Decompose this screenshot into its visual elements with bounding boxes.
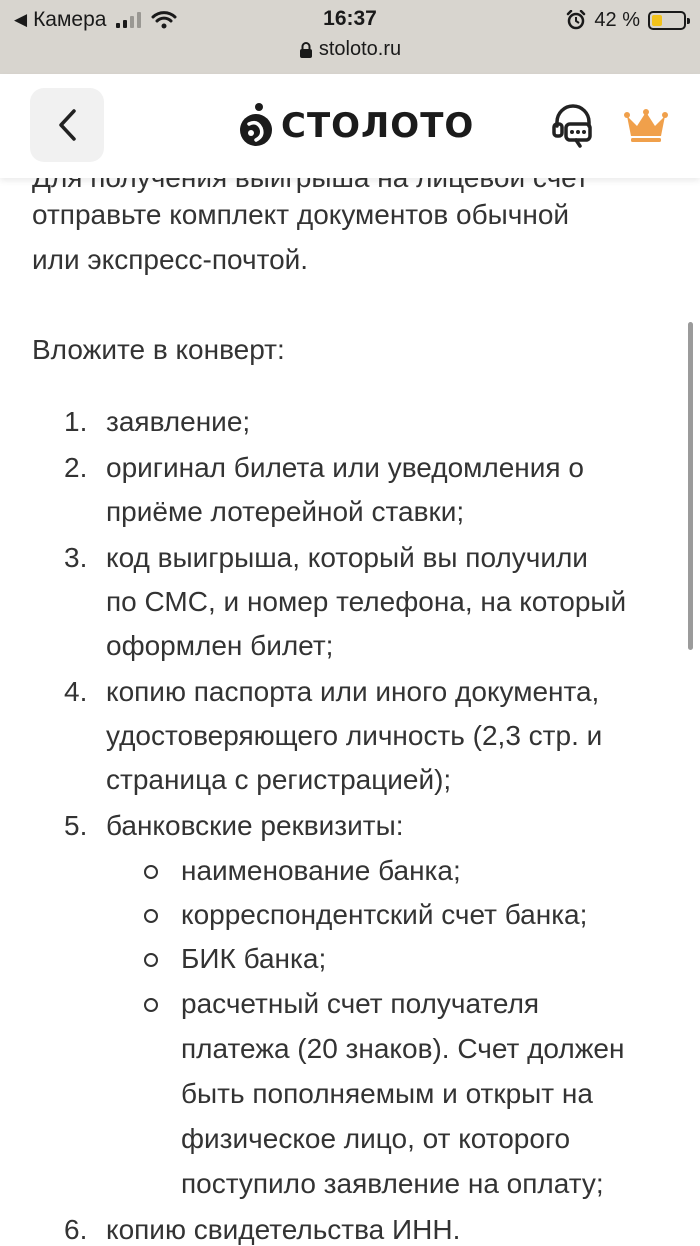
- sub-list-item-text: БИК банка;: [181, 943, 327, 974]
- stoloto-logo[interactable]: [237, 98, 474, 154]
- chevron-left-icon: [56, 108, 78, 142]
- sub-list-item-text: платежа (20 знаков). Счет должен: [181, 1033, 625, 1064]
- list-item-number: 5.: [64, 810, 88, 841]
- list-item-text: оригинал билета или уведомления о: [106, 452, 584, 483]
- battery-icon: [648, 11, 686, 30]
- lock-icon: [299, 41, 313, 59]
- sub-list-item-text: расчетный счет получателя: [181, 988, 540, 1019]
- support-headset-icon[interactable]: [550, 102, 596, 148]
- battery-percent: 42 %: [594, 8, 640, 31]
- envelope-heading: Вложите в конверт:: [32, 334, 285, 365]
- list-item-text: копию свидетельства ИНН.: [106, 1214, 461, 1245]
- status-right: [566, 8, 686, 32]
- logo-text: СТОЛОТО: [281, 106, 475, 146]
- clock: 16:37: [323, 7, 377, 30]
- sub-list-item-text: поступило заявление на оплату;: [181, 1168, 604, 1199]
- list-item-text: код выигрыша, который вы получили: [106, 542, 588, 573]
- sub-list-item-text: корреспондентский счет банка;: [181, 899, 588, 930]
- app-header: [0, 74, 700, 178]
- bullet-circle: [144, 953, 158, 967]
- bullet-circle: [144, 865, 158, 879]
- back-button[interactable]: [30, 88, 104, 162]
- alarm-icon: [566, 10, 586, 30]
- crown-icon[interactable]: [624, 108, 668, 144]
- list-item-text: копию паспорта или иного документа,: [106, 676, 600, 707]
- list-item-text: страница с регистрацией);: [106, 764, 452, 795]
- list-item-text: банковские реквизиты:: [106, 810, 404, 841]
- list-item-number: 6.: [64, 1214, 88, 1245]
- address-bar[interactable]: [0, 38, 700, 61]
- bullet-circle: [144, 998, 158, 1012]
- list-item-number: 3.: [64, 542, 88, 573]
- battery-fill: [652, 15, 662, 26]
- list-item-text: по СМС, и номер телефона, на который: [106, 586, 627, 617]
- list-item-number: 4.: [64, 676, 88, 707]
- back-triangle-icon: ◀: [14, 10, 28, 29]
- page-scrollbar[interactable]: [688, 322, 693, 650]
- bullet-circle: [144, 909, 158, 923]
- list-item-text: оформлен билет;: [106, 630, 334, 661]
- back-app-label: Камера: [33, 8, 107, 31]
- list-item-number: 1.: [64, 406, 88, 437]
- url-text: stoloto.ru: [318, 38, 402, 60]
- intro-line-2: или экспресс-почтой.: [32, 244, 309, 275]
- list-item-text: приёме лотерейной ставки;: [106, 496, 465, 527]
- sub-list-item-text: физическое лицо, от которого: [181, 1123, 571, 1154]
- list-item-text: удостоверяющего личность (2,3 стр. и: [106, 720, 603, 751]
- list-item-number: 2.: [64, 452, 88, 483]
- status-bar: [0, 0, 700, 74]
- sub-list-item-text: быть пополняемым и открыт на: [181, 1078, 593, 1109]
- list-item-text: заявление;: [106, 406, 251, 437]
- intro-line-1: отправьте комплект документов обычной: [32, 199, 570, 230]
- sub-list-item-text: наименование банка;: [181, 855, 461, 886]
- logo-mark-icon: [237, 100, 275, 152]
